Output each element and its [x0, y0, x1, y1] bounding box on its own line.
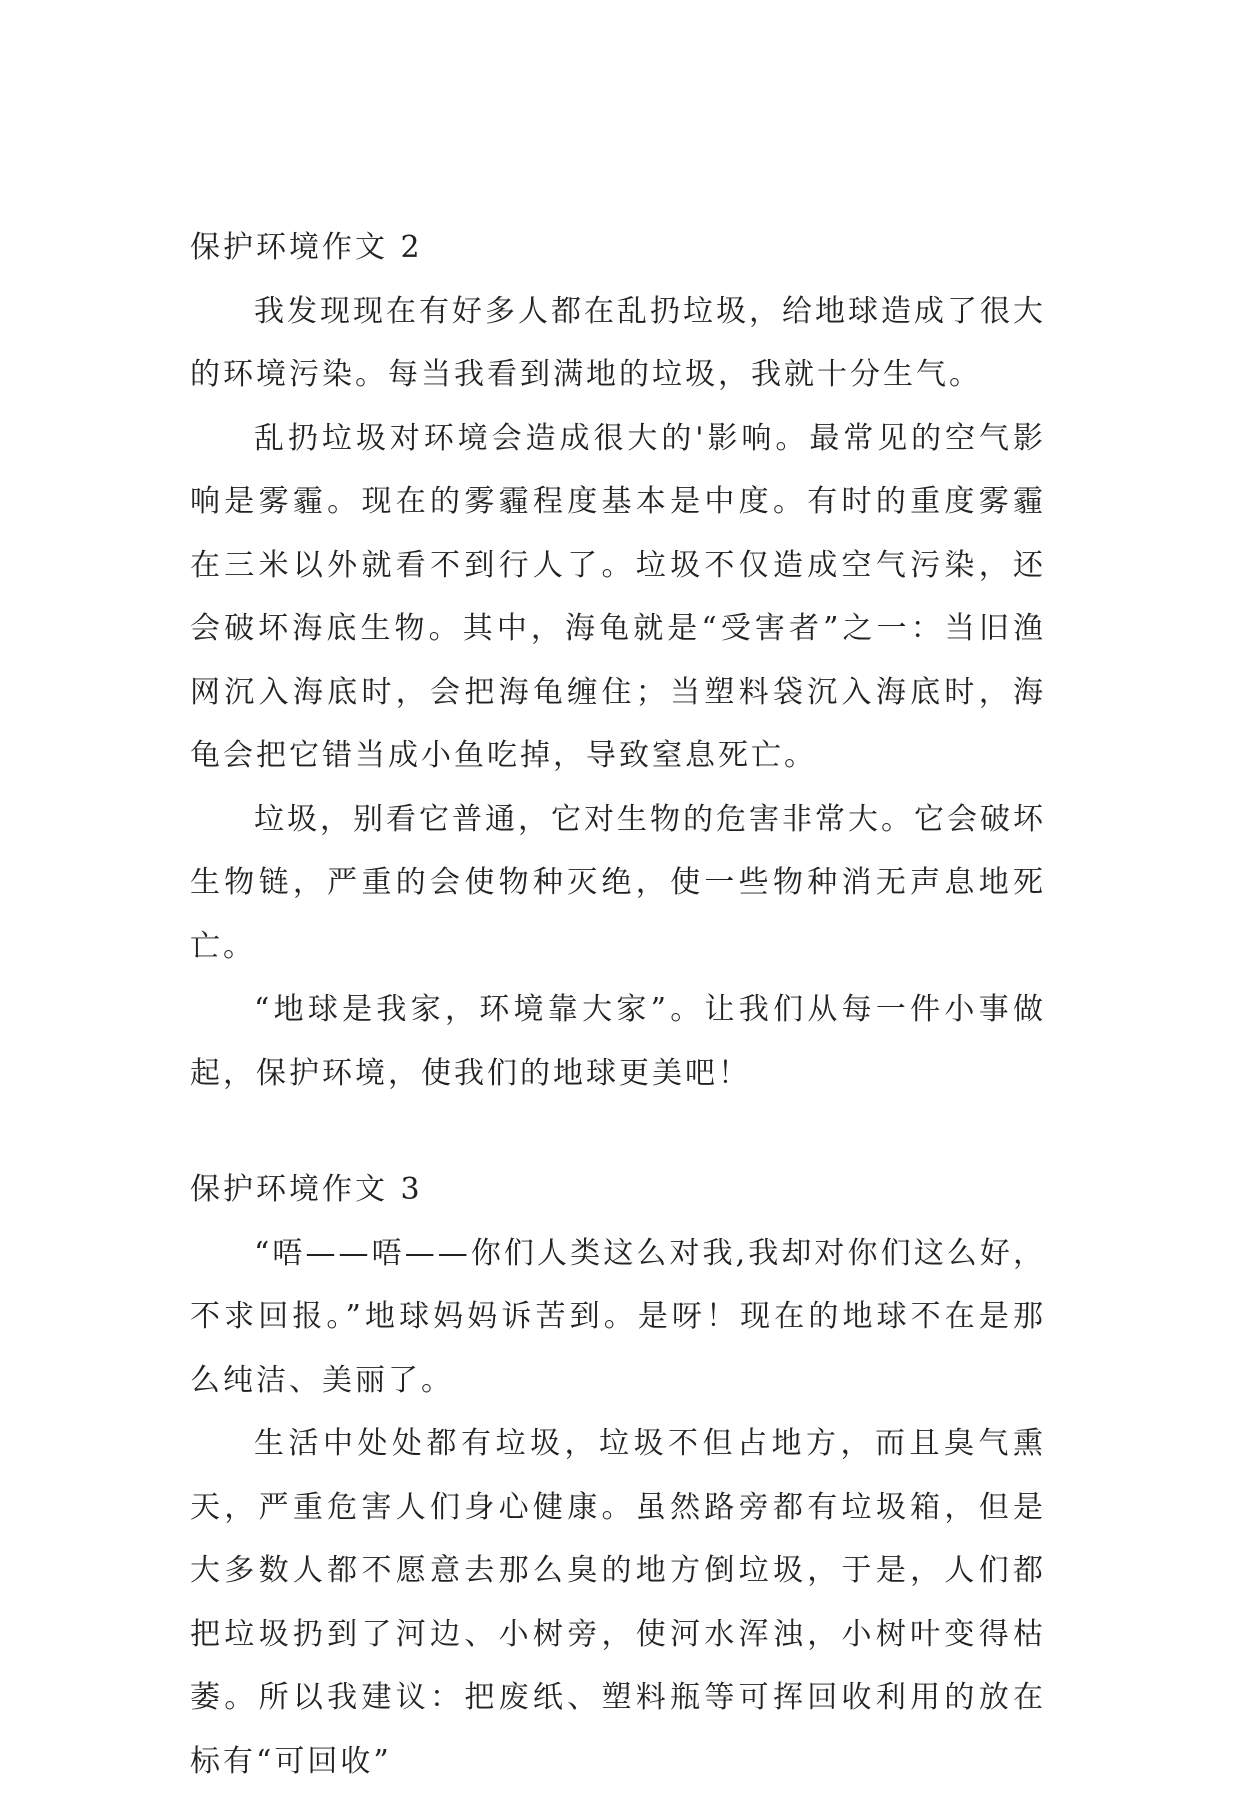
- paragraph: “地球是我家，环境靠大家”。让我们从每一件小事做起，保护环境，使我们的地球更美吧！: [190, 978, 1046, 1105]
- essay-title: 保护环境作文 2: [190, 216, 1046, 280]
- essay-2: [190, 216, 1046, 1105]
- paragraph: 乱扔垃圾对环境会造成很大的'影响。最常见的空气影响是雾霾。现在的雾霾程度基本是中度。有时的重度雾霾在三米以外就看不到行人了。垃圾不仅造成空气污染，还会破坏海底生物。其中，海龟就是“受害者”之一：当旧渔网沉入海底时，会把海龟缠住；当塑料袋沉入海底时，海龟会把它错当成小鱼吃掉，导致窒息死亡。: [190, 407, 1046, 788]
- paragraph: “唔——唔——你们人类这么对我,我却对你们这么好，不求回报。”地球妈妈诉苦到。是呀！现在的地球不在是那么纯洁、美丽了。: [190, 1222, 1046, 1413]
- paragraph: 生活中处处都有垃圾，垃圾不但占地方，而且臭气熏天，严重危害人们身心健康。虽然路旁都有垃圾箱，但是大多数人都不愿意去那么臭的地方倒垃圾，于是，人们都把垃圾扔到了河边、小树旁，使河水浑浊，小树叶变得枯萎。所以我建议：把废纸、塑料瓶等可挥回收利用的放在标有“可回收”: [190, 1412, 1046, 1793]
- document-text-column: [190, 216, 1046, 1793]
- essay-body: [190, 1222, 1046, 1793]
- essay-body: [190, 280, 1046, 1106]
- essay-3: [190, 1158, 1046, 1793]
- essay-title: 保护环境作文 3: [190, 1158, 1046, 1222]
- paragraph: 我发现现在有好多人都在乱扔垃圾，给地球造成了很大的环境污染。每当我看到满地的垃圾，我就十分生气。: [190, 280, 1046, 407]
- paragraph: 垃圾，别看它普通，它对生物的危害非常大。它会破坏生物链，严重的会使物种灭绝，使一些物种消无声息地死亡。: [190, 788, 1046, 979]
